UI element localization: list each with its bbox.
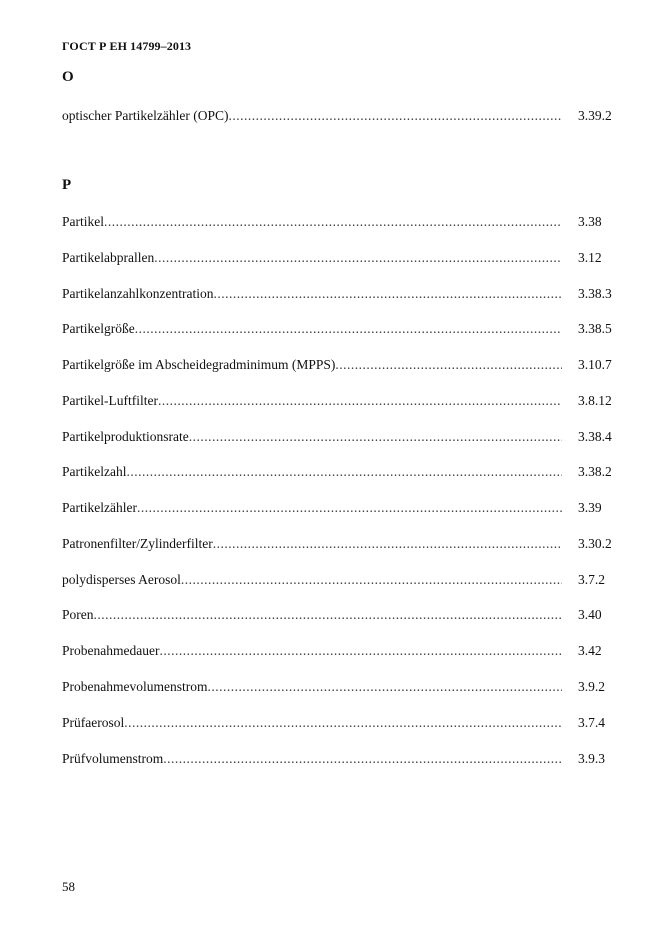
index-entry — [62, 535, 624, 553]
index-term: Partikelgröße ..... — [62, 320, 562, 338]
index-reference: 3.30.2 — [578, 536, 612, 551]
index-reference: 3.42 — [578, 643, 602, 658]
index-reference: 3.7.2 — [578, 572, 605, 587]
index-reference: 3.8.12 — [578, 393, 612, 408]
index-reference: 3.38.4 — [578, 429, 612, 444]
index-entry — [62, 463, 624, 481]
page-number: 58 — [62, 879, 75, 894]
index-reference: 3.40 — [578, 607, 602, 622]
index-term: Partikel ..... — [62, 213, 562, 231]
index-entry — [62, 642, 624, 660]
index-reference: 3.38 — [578, 214, 602, 229]
index-term: Partikel-Luftfilter ..... — [62, 392, 562, 410]
index-term: Partikelanzahlkonzentration ..... — [62, 285, 562, 303]
index-entry — [62, 428, 624, 446]
index-reference: 3.39.2 — [578, 108, 612, 123]
index-entry — [62, 606, 624, 624]
index-entry — [62, 107, 624, 125]
index-term: Probenahmevolumenstrom ..... — [62, 678, 562, 696]
index-reference: 3.7.4 — [578, 715, 605, 730]
index-reference: 3.38.5 — [578, 321, 612, 336]
index-reference: 3.12 — [578, 250, 602, 265]
index-reference: 3.38.3 — [578, 286, 612, 301]
index-entry — [62, 356, 624, 374]
index-term: Patronenfilter/Zylinderfilter ..... — [62, 535, 562, 553]
index-entry — [62, 249, 624, 267]
index-entry — [62, 285, 624, 303]
index-entry — [62, 320, 624, 338]
index-term: Prüfvolumenstrom ..... — [62, 750, 562, 768]
index-reference: 3.39 — [578, 500, 602, 515]
index-entry — [62, 750, 624, 768]
index-term: polydisperses Aerosol ..... — [62, 571, 562, 589]
index-reference: 3.10.7 — [578, 357, 612, 372]
index-term: Prüfaerosol ..... — [62, 714, 562, 732]
index-term: Poren ..... — [62, 606, 562, 624]
index-term: Partikelproduktionsrate ..... — [62, 428, 562, 446]
index-entry — [62, 571, 624, 589]
section-letter-o: O — [62, 69, 74, 85]
index-reference: 3.9.2 — [578, 679, 605, 694]
index-term: Partikelabprallen ..... — [62, 249, 562, 267]
index-term: Partikelzahl ..... — [62, 463, 562, 481]
index-entry — [62, 678, 624, 696]
index-reference: 3.38.2 — [578, 464, 612, 479]
index-entry — [62, 392, 624, 410]
index-term: Partikelzähler ..... — [62, 499, 562, 517]
index-term: optischer Partikelzähler (OPC) ..... — [62, 107, 562, 125]
index-term: Partikelgröße im Abscheidegradminimum (MPPS) ..... — [62, 356, 562, 374]
document-header: ГОСТ Р ЕН 14799–2013 — [62, 39, 192, 53]
section-letter-p: P — [62, 177, 72, 193]
index-entry — [62, 213, 624, 231]
index-reference: 3.9.3 — [578, 751, 605, 766]
index-entry — [62, 714, 624, 732]
index-term: Probenahmedauer ..... — [62, 642, 562, 660]
index-entry — [62, 499, 624, 517]
